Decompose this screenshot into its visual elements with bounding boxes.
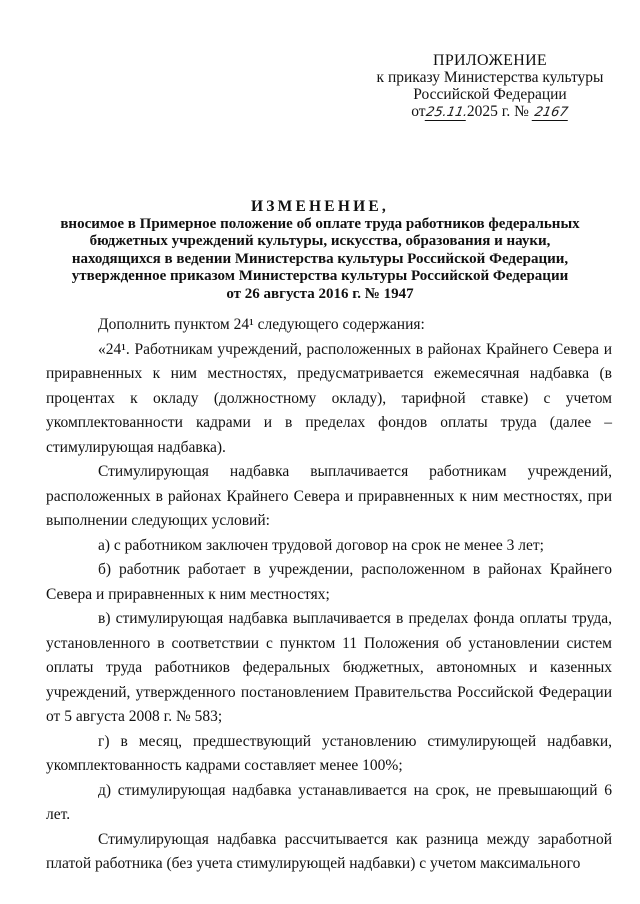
- document-body: [46, 313, 612, 877]
- date-suffix: 2025 г. №: [466, 103, 529, 120]
- condition-b: б) работник работает в учреждении, расположенном в районах Крайнего Севера и приравненных к ним местностях;: [46, 561, 612, 603]
- paragraph-conditions: Стимулирующая надбавка выплачивается работникам учреждений, расположенных в районах Крайнего Севера и приравненных к ним местностях, при выполнении следующих условий:: [46, 463, 612, 529]
- appendix-title: ПРИЛОЖЕНИЕ: [432, 52, 547, 69]
- document-heading: [40, 198, 600, 303]
- condition-d: г) в месяц, предшествующий установлению стимулирующей надбавки, укомплектованность кадрами составляет менее 100%;: [46, 732, 612, 774]
- date-prefix: от: [411, 103, 426, 120]
- appendix-date-line: [370, 103, 610, 121]
- condition-e: д) стимулирующая надбавка устанавливается на срок, не превышающий 6 лет.: [46, 781, 612, 823]
- appendix-order-line: к приказу Министерства культуры: [376, 69, 604, 86]
- heading-line-4: утвержденное приказом Министерства культуры Российской Федерации: [71, 268, 569, 284]
- heading-line-5: от 26 августа 2016 г. № 1947: [226, 285, 414, 302]
- handwritten-date: 25.11.: [424, 105, 469, 120]
- paragraph-calculation: Стимулирующая надбавка рассчитывается как разница между заработной платой работника (без учета стимулирующей надбавки) с учетом максимального: [46, 830, 612, 872]
- heading-line-1: вносимое в Примерное положение об оплате труда работников федеральных: [60, 215, 580, 232]
- condition-c: в) стимулирующая надбавка выплачивается в пределах фонда оплаты труда, установленного в соответствии с пунктом 11 Положения об установлении систем оплаты труда работников федеральных бюджетных, автономных и казенных учреждений, утвержденного постановлением Правительства Российской Федерации от 5 августа 2008 г. № 583;: [46, 610, 612, 725]
- paragraph-24-1: «24¹. Работникам учреждений, расположенных в районах Крайнего Севера и приравненных к ним местностях, предусматривается ежемесячная надбавка (в процентах к окладу (должностному окладу), тарифной ставке) с учетом укомплектованности кадрами и в пределах фондов оплаты труда (далее – стимулирующая надбавка).: [46, 340, 612, 456]
- paragraph-intro: Дополнить пунктом 24¹ следующего содержания:: [98, 316, 425, 333]
- appendix-block: [370, 52, 610, 121]
- condition-a: а) с работником заключен трудовой договор на срок не менее 3 лет;: [98, 536, 544, 554]
- appendix-ministry-line: Российской Федерации: [413, 86, 567, 103]
- heading-line-3: находящихся в ведении Министерства культуры Российской Федерации,: [71, 250, 569, 267]
- heading-line-2: бюджетных учреждений культуры, искусства, образования и науки,: [89, 233, 551, 249]
- heading-title: ИЗМЕНЕНИЕ,: [251, 198, 389, 215]
- handwritten-order-number: 2167: [533, 105, 569, 120]
